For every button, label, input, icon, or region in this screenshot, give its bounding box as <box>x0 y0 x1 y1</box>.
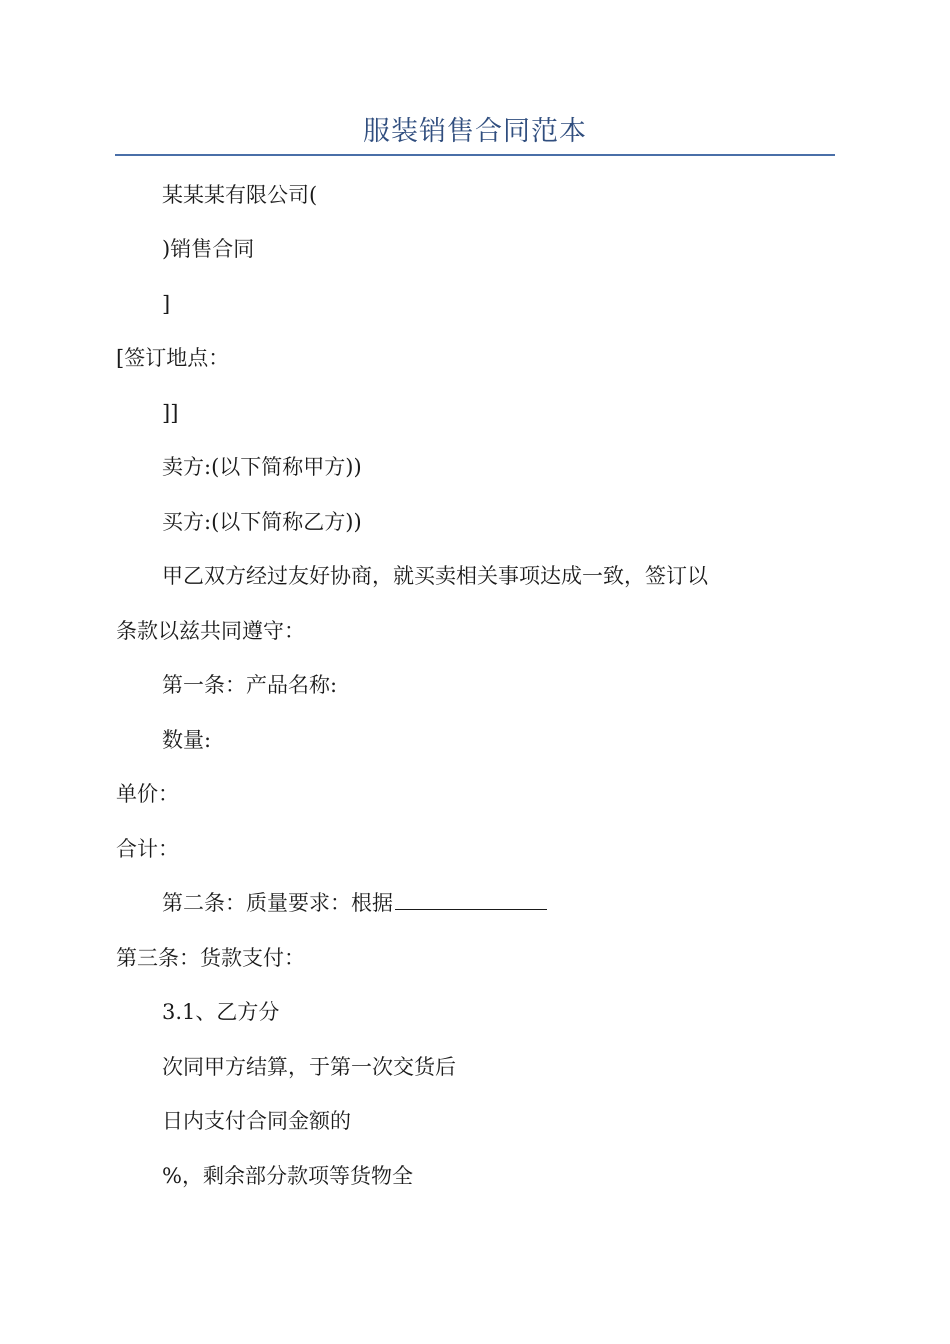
document-title: 服装销售合同范本 <box>363 116 587 147</box>
agreement-line: 甲乙双方经过友好协商，就买卖相关事项达成一致，签订以 <box>162 564 708 588</box>
article-one-line: 第一条：产品名称: <box>162 673 338 697</box>
signing-place-line: [签订地点： <box>116 346 230 370</box>
article-two-line <box>162 888 547 918</box>
article-three-line: 第三条：货款支付： <box>116 946 305 970</box>
quality-requirement-text: 第二条：质量要求：根据 <box>162 891 393 915</box>
title-underline <box>115 154 835 156</box>
unit-price-line: 单价： <box>116 782 179 806</box>
agreement-continuation: 条款以兹共同遵守： <box>116 619 305 643</box>
contract-type-line: )销售合同 <box>162 237 255 261</box>
fill-in-blank <box>395 889 547 910</box>
clause-3-1-line: 3.1、乙方分 <box>162 1000 280 1024</box>
bracket-line: ] <box>162 292 171 316</box>
total-line: 合计： <box>116 837 179 861</box>
buyer-line: 买方:(以下简称乙方)) <box>162 510 362 534</box>
company-line: 某某某有限公司( <box>162 183 318 207</box>
double-bracket-line: ]] <box>162 401 179 425</box>
seller-line: 卖方:(以下简称甲方)) <box>162 455 362 479</box>
quantity-line: 数量: <box>162 728 212 752</box>
settlement-line: 次同甲方结算，于第一次交货后 <box>162 1055 456 1079</box>
remaining-payment-line: %，剩余部分款项等货物全 <box>162 1164 413 1188</box>
payment-line: 日内支付合同金额的 <box>162 1109 351 1133</box>
